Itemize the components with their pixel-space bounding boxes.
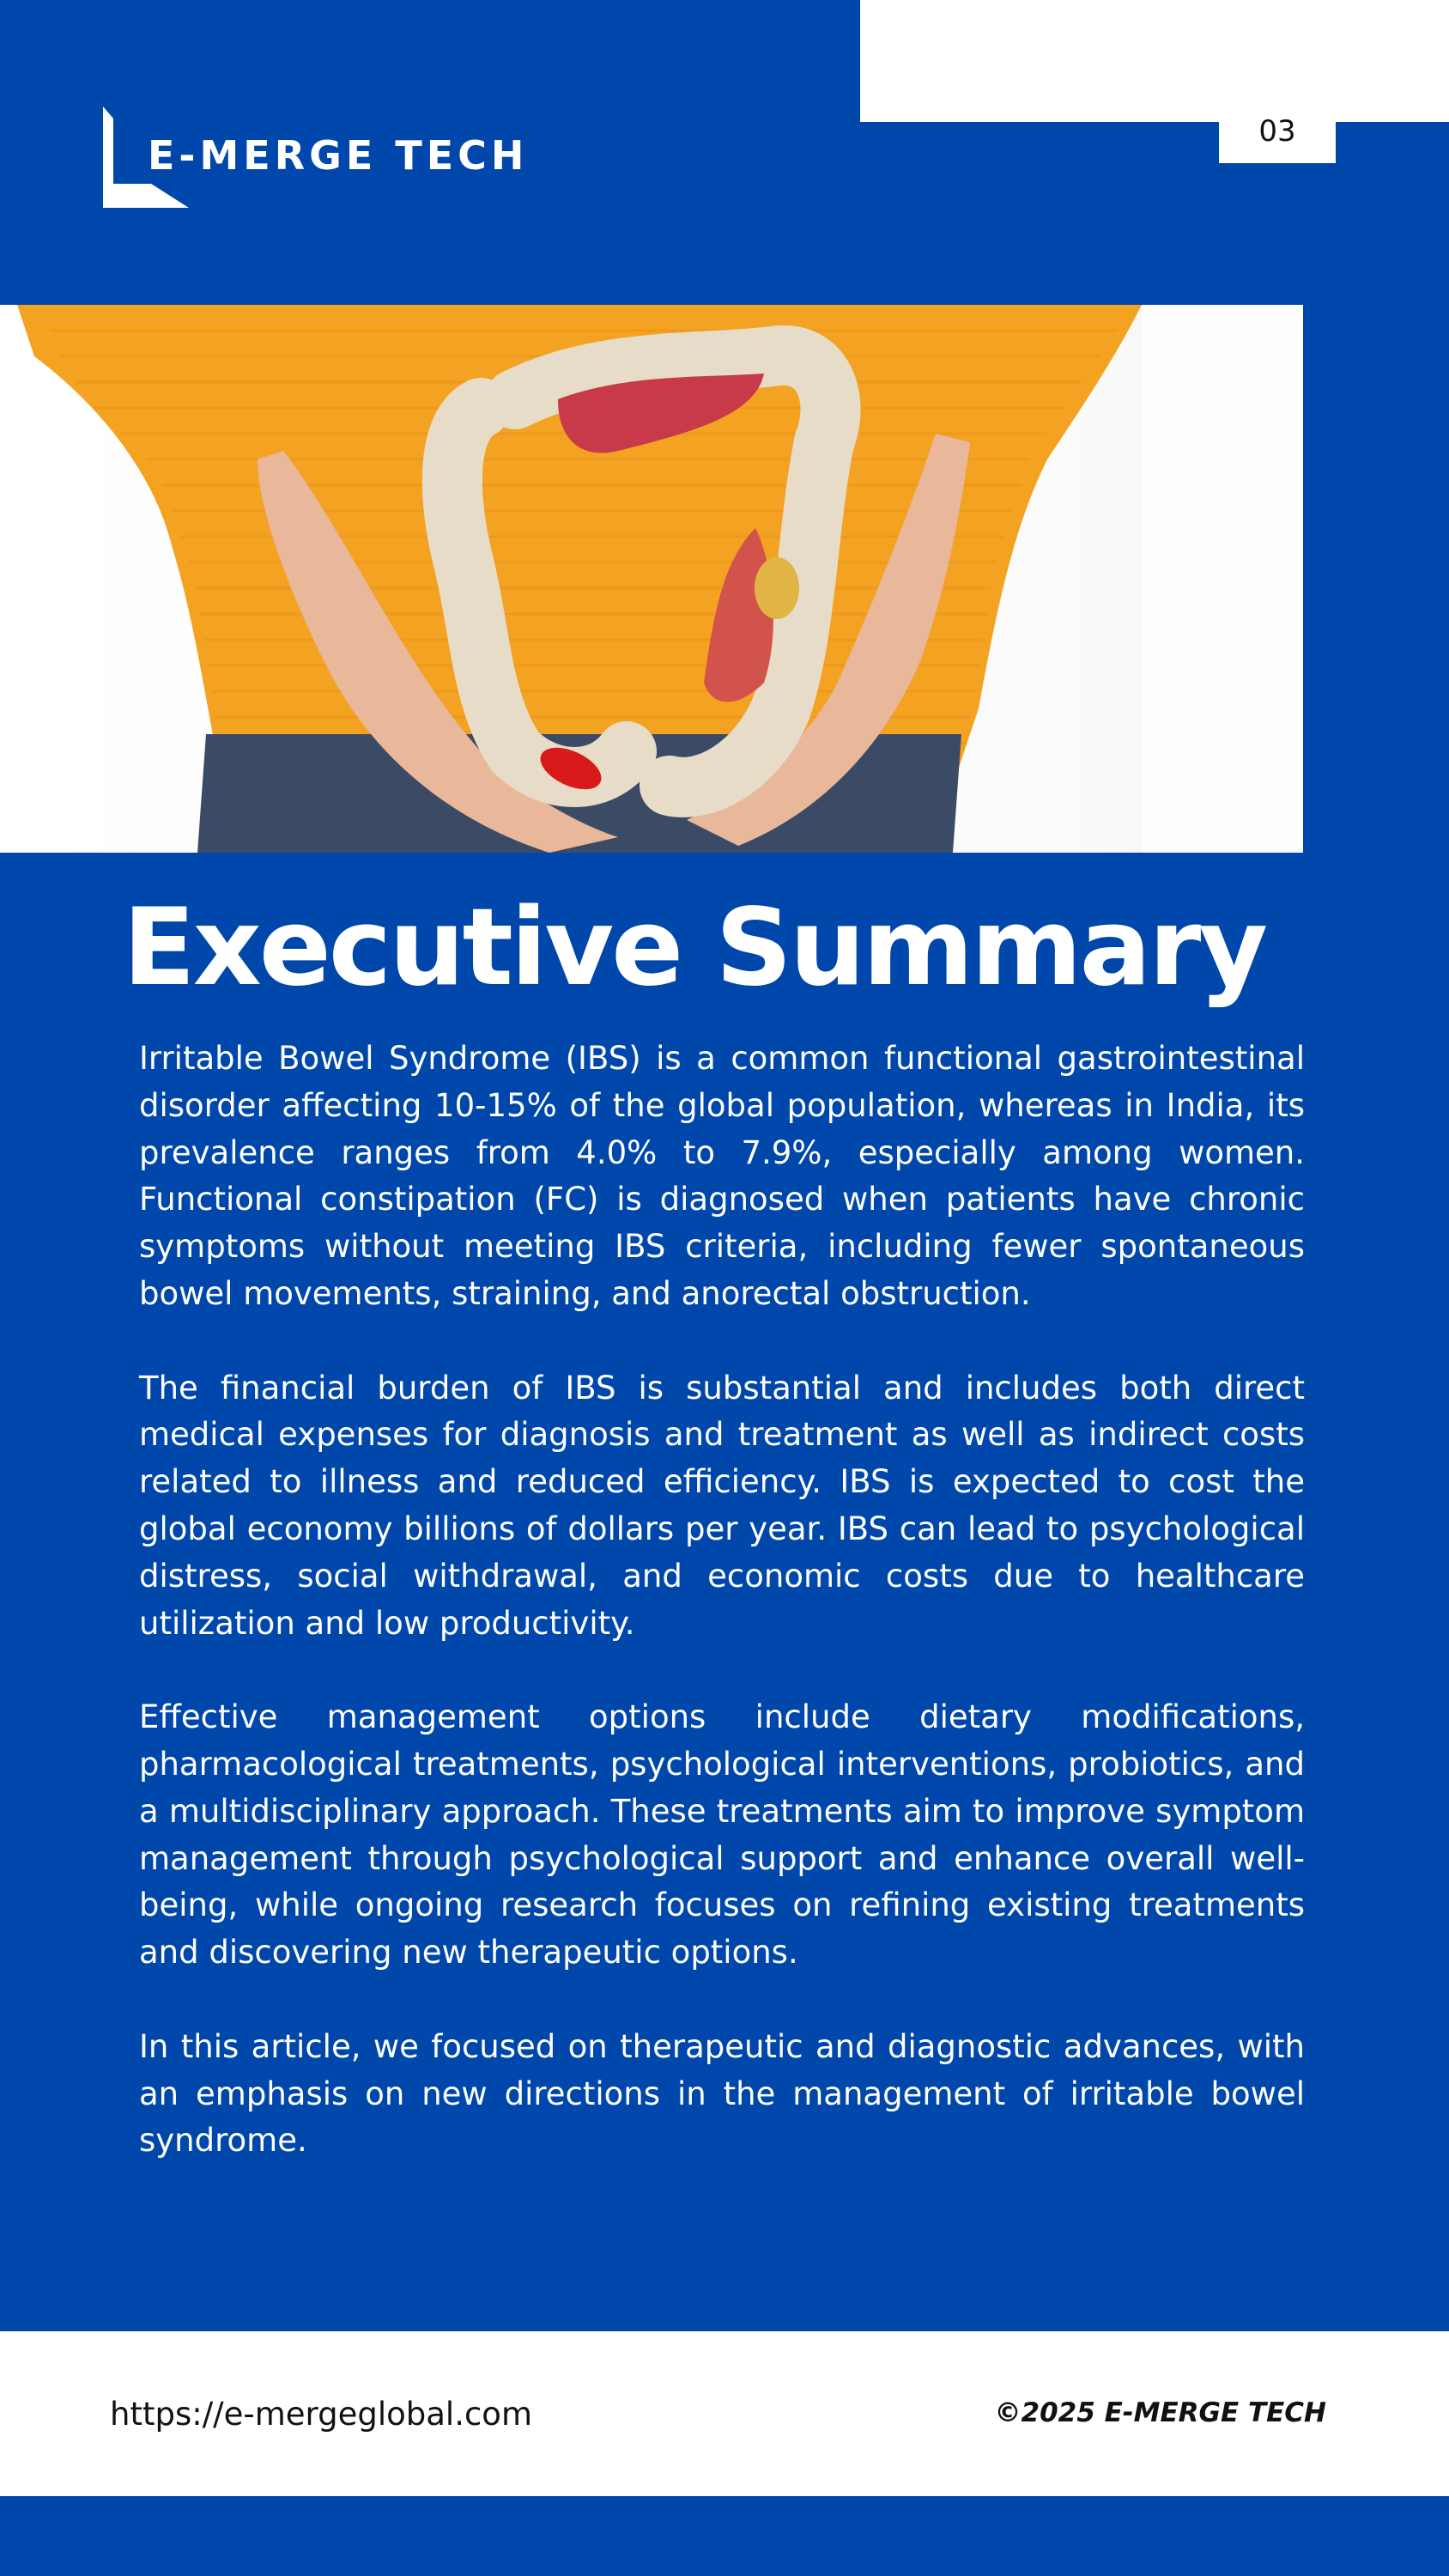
colon-model-photo-icon xyxy=(0,305,1303,853)
summary-paragraph: Irritable Bowel Syndrome (IBS) is a common functional gastrointestinal disorder affecting 10-15% of the global population, whereas in India, its prevalence ranges from 4.0% to 7.9%, especially among women. Functional constipation (FC) is diagnosed when patients have chronic symptoms without meeting IBS criteria, including fewer spontaneous bowel movements, straining, and anorectal obstruction. xyxy=(139,1040,1305,1312)
brand-logo xyxy=(103,106,549,208)
page-title: Executive Summary xyxy=(123,886,1266,1010)
hero-image xyxy=(0,305,1303,853)
footer-website-link[interactable]: https://e-mergeglobal.com xyxy=(110,2396,532,2433)
footer-copyright: ©2025 E-MERGE TECH xyxy=(994,2397,1326,2428)
summary-paragraph: Effective management options include dietary modifications, pharmacological treatments, psychological interventions, probiotics, and a multidisciplinary approach. These treatments aim to improve symptom management through psychological support and enhance overall well-being, while ongoing research focuses on refining existing treatments and discovering new therapeutic options. xyxy=(139,1698,1305,1971)
header-white-corner xyxy=(860,0,1449,122)
summary-body xyxy=(139,1036,1305,2165)
footer-blue-band xyxy=(0,2496,1449,2576)
summary-paragraph: In this article, we focused on therapeutic and diagnostic advances, with an emphasis on new directions in the management of irritable bowel syndrome. xyxy=(139,2027,1305,2160)
page-number: 03 xyxy=(1219,118,1336,163)
brand-name: E-MERGE TECH xyxy=(148,132,529,179)
summary-paragraph: The financial burden of IBS is substantial and includes both direct medical expenses for diagnosis and treatment as well as indirect costs related to illness and reduced efficiency. IBS is expected to cost the global economy billions of dollars per year. IBS can lead to psychological distress, social withdrawal, and economic costs due to healthcare utilization and low productivity. xyxy=(139,1369,1305,1642)
